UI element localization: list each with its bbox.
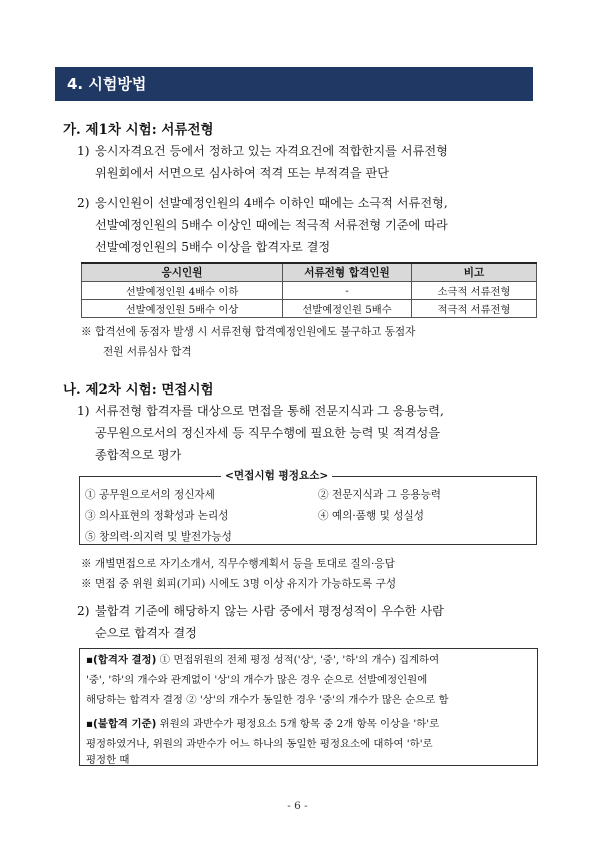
item-number: 2) bbox=[77, 196, 90, 210]
table-header: 서류전형 합격인원 bbox=[283, 263, 412, 282]
item-line: 공무원으로서의 정신자세 등 직무수행에 필요한 능력 및 적격성을 bbox=[95, 426, 440, 440]
item-line: 선발예정인원의 5배수 이상을 합격자로 결정 bbox=[95, 240, 331, 254]
note-line: 전원 서류심사 합격 bbox=[103, 346, 192, 358]
fail-criteria-line: 평정하였거나, 위원의 과반수가 어느 하나의 동일한 평정요소에 대하여 '하'로 bbox=[86, 738, 433, 750]
table-header: 응시인원 bbox=[82, 263, 283, 282]
table-header-row bbox=[82, 263, 537, 282]
part1-item1 bbox=[77, 140, 540, 184]
item-line: 종합적으로 평가 bbox=[95, 448, 182, 462]
note-line: ※ 합격선에 동점자 발생 시 서류전형 합격예정인원에도 불구하고 동점자 bbox=[81, 326, 416, 338]
pass-criteria-label: ▪(합격자 결정) bbox=[86, 654, 157, 666]
item-line: 위원회에서 서면으로 심사하여 적격 또는 부적격을 판단 bbox=[95, 166, 390, 180]
fail-criteria-label: ▪(불합격 기준) bbox=[86, 718, 157, 730]
table-row bbox=[82, 282, 537, 300]
part1-item2 bbox=[77, 192, 540, 258]
part2-notes bbox=[81, 554, 396, 594]
table-cell: 소극적 서류전형 bbox=[412, 282, 537, 300]
part2-item2 bbox=[77, 600, 540, 644]
evaluation-factor: ① 공무원으로서의 정신자세 bbox=[85, 489, 215, 501]
part1-note bbox=[81, 322, 415, 362]
section-title: 4. 시험방법 bbox=[67, 75, 147, 93]
item-line: 응시자격요건 등에서 정하고 있는 자격요건에 적합한지를 서류전형 bbox=[95, 144, 448, 158]
evaluation-factor: ③ 의사표현의 정확성과 논리성 bbox=[85, 510, 229, 522]
section-title-bar bbox=[55, 67, 533, 101]
table-cell: - bbox=[283, 282, 412, 300]
part2-title: 나. 제2차 시험: 면접시험 bbox=[63, 382, 214, 398]
evaluation-factor: ④ 예의·품행 및 성실성 bbox=[318, 510, 424, 522]
note-line: ※ 면접 중 위원 회피(기피) 시에도 3명 이상 유지가 가능하도록 구성 bbox=[81, 578, 397, 590]
item-number: 2) bbox=[77, 604, 90, 618]
evaluation-factors-title: <면접시험 평정요소> bbox=[221, 468, 332, 483]
evaluation-factor: ② 전문지식과 그 응용능력 bbox=[318, 489, 442, 501]
part1-title: 가. 제1차 시험: 서류전형 bbox=[63, 122, 214, 138]
pass-criteria-line: 해당하는 합격자 결정 ② '상'의 개수가 동일한 경우 '중'의 개수가 많은 순으로 함 bbox=[86, 694, 449, 706]
item-line: 선발예정인원의 5배수 이상인 때에는 적극적 서류전형 기준에 따라 bbox=[95, 218, 448, 232]
table-cell: 선발예정인원 5배수 bbox=[283, 300, 412, 318]
table-cell: 적극적 서류전형 bbox=[412, 300, 537, 318]
fail-criteria-line: ▪(불합격 기준) 위원의 과반수가 평정요소 5개 항목 중 2개 항목 이상을 '하'로 bbox=[86, 718, 440, 730]
item-line: 순으로 합격자 결정 bbox=[95, 626, 197, 640]
evaluation-factor: ⑤ 창의력·의지력 및 발전가능성 bbox=[85, 531, 232, 543]
pass-criteria-line: ▪(합격자 결정) ① 면접위원의 전체 평정 성적('상', '중', '하'의 개수) 집계하여 bbox=[86, 654, 440, 666]
fail-criteria-line: 평정한 때 bbox=[86, 754, 130, 766]
note-line: ※ 개별면접으로 자기소개서, 직무수행계획서 등을 토대로 질의·응답 bbox=[81, 558, 395, 570]
pass-criteria-line: '중', '하'의 개수와 관계없이 '상'의 개수가 많은 경우 순으로 선발예정인원에 bbox=[86, 674, 428, 686]
item-line: 서류전형 합격자를 대상으로 면접을 통해 전문지식과 그 응용능력, bbox=[95, 404, 444, 418]
part2-item1 bbox=[77, 400, 540, 466]
table-cell: 선발예정인원 4배수 이하 bbox=[82, 282, 283, 300]
item-line: 응시인원이 선발예정인원의 4배수 이하인 때에는 소극적 서류전형, bbox=[95, 196, 448, 210]
item-number: 1) bbox=[77, 404, 90, 418]
table-row bbox=[82, 300, 537, 318]
table-cell: 선발예정인원 5배수 이상 bbox=[82, 300, 283, 318]
item-line: 불합격 기준에 해당하지 않는 사람 중에서 평정성적이 우수한 사람 bbox=[95, 604, 444, 618]
screening-criteria-table bbox=[81, 262, 537, 318]
item-number: 1) bbox=[77, 144, 90, 158]
table-header: 비고 bbox=[412, 263, 537, 282]
page-number: - 6 - bbox=[287, 800, 308, 812]
